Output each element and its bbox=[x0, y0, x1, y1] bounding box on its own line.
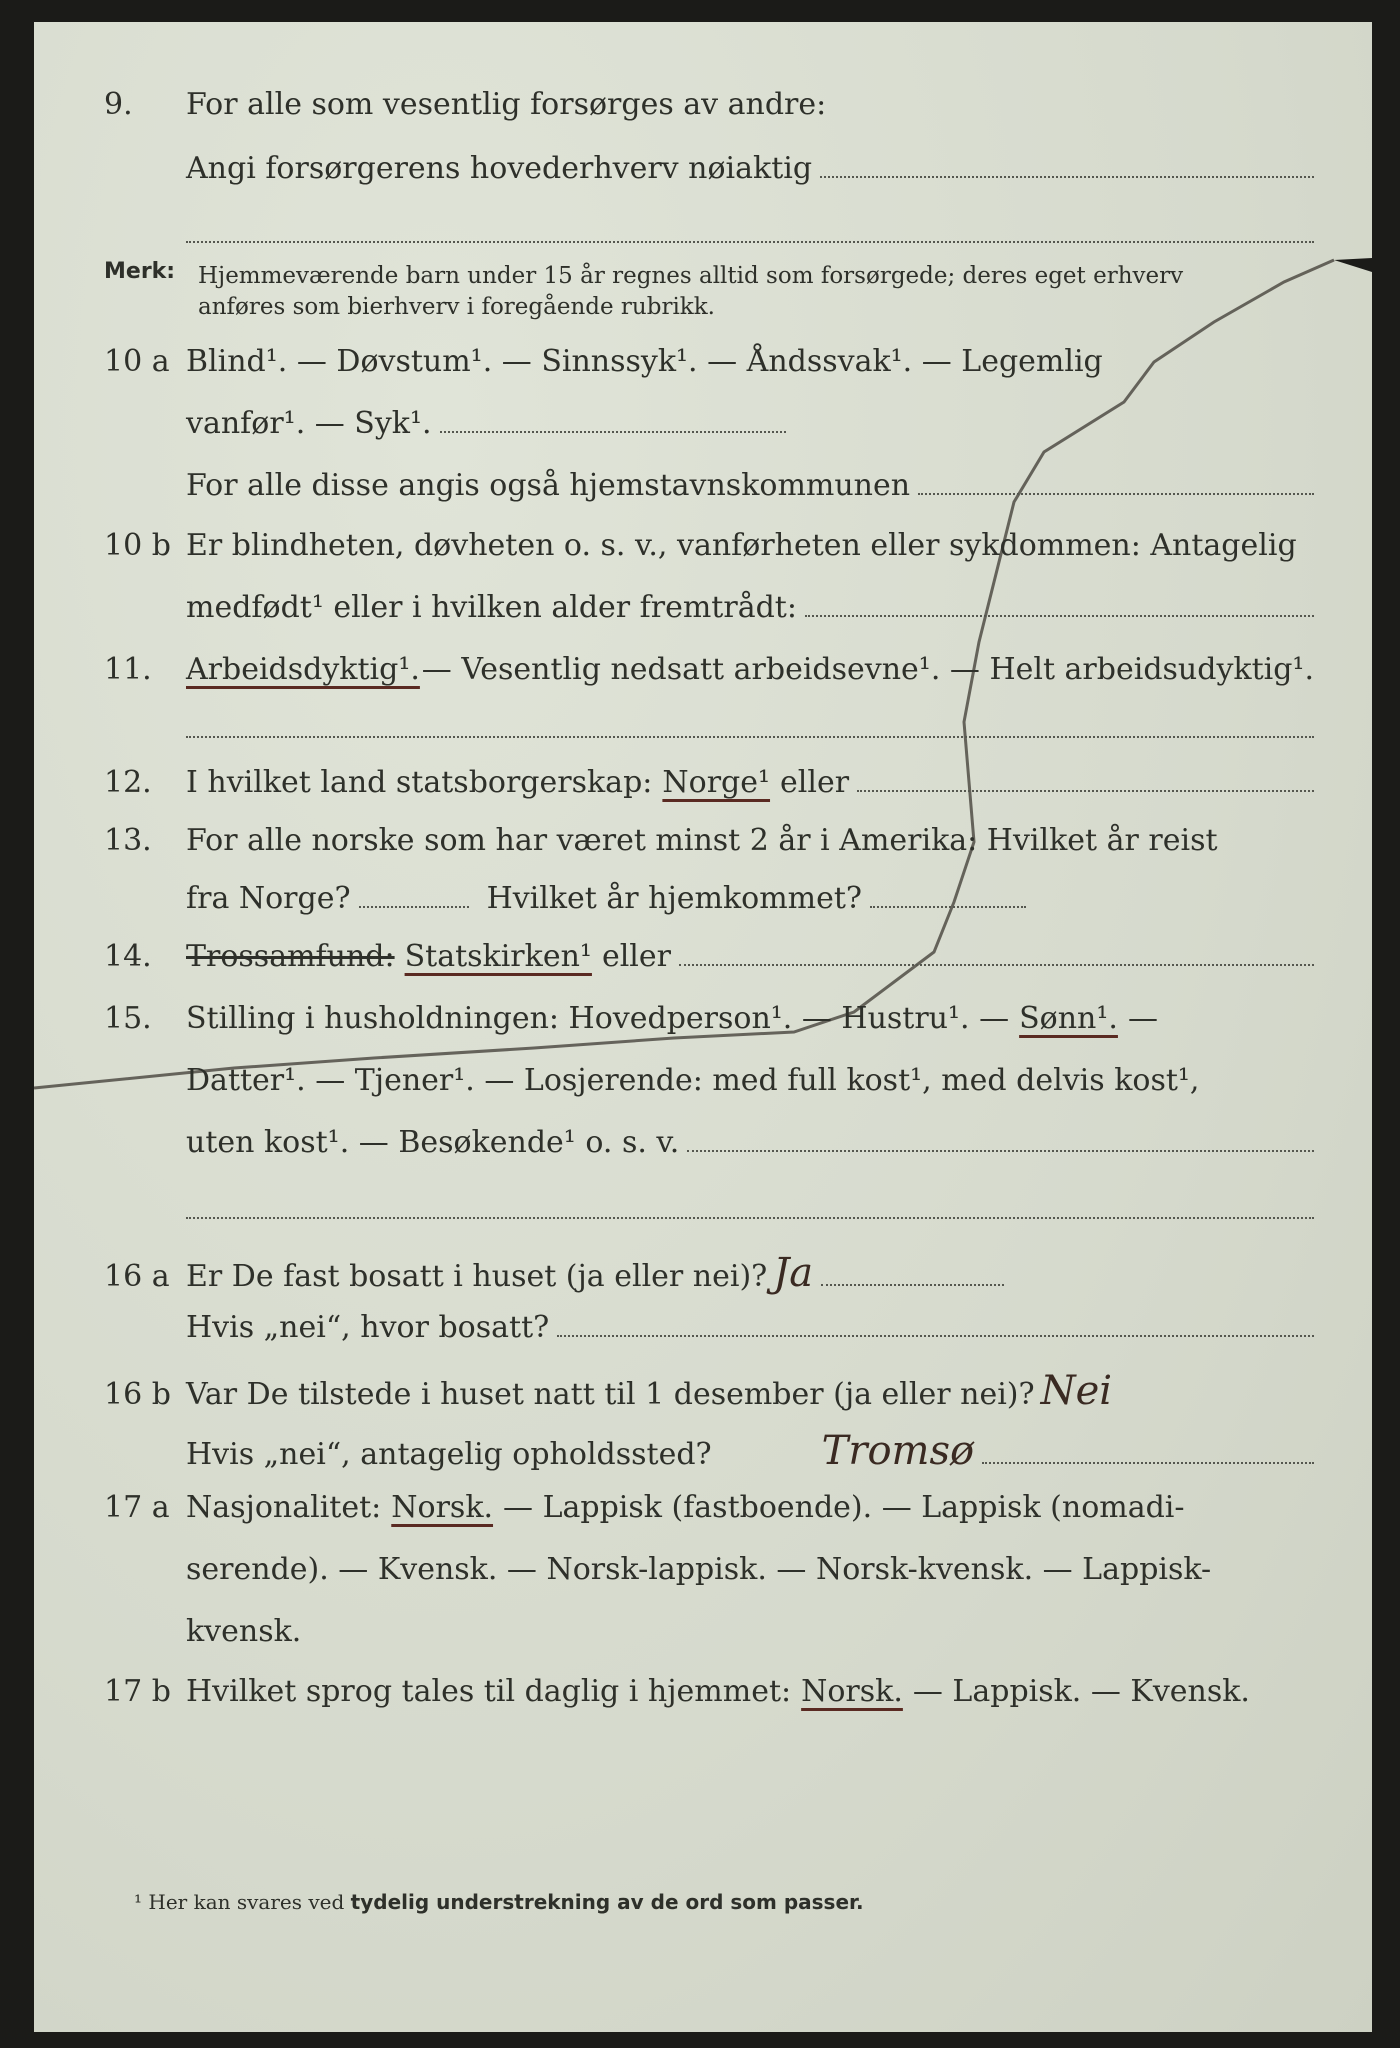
q9-question-2: Angi forsørgerens hovederhverv nøiaktig bbox=[186, 151, 813, 186]
q10a-row-2 bbox=[186, 406, 786, 449]
q15-number: 15. bbox=[104, 1001, 152, 1037]
footnote-mark: ¹ bbox=[134, 1890, 143, 1914]
q11-number: 11. bbox=[104, 652, 152, 688]
q16b-question-2: Hvis „nei“, antagelig opholdssted? bbox=[186, 1437, 712, 1473]
merk-text bbox=[198, 261, 1183, 323]
q16b-question: Var De tilstede i huset natt til 1 desember (ja eller nei)? bbox=[186, 1377, 1035, 1413]
q16a-row-1 bbox=[104, 1250, 1004, 1297]
footnote-text: Her kan svares ved bbox=[148, 1890, 345, 1914]
q15-row-3 bbox=[186, 1125, 1314, 1168]
q10a-row-1 bbox=[104, 344, 1314, 387]
footnote-bold-text: tydelig understrekning av de ord som passer. bbox=[350, 1890, 864, 1914]
q15-options-2: Datter¹. — Tjener¹. — Losjerende: med full kost¹, med delvis kost¹, bbox=[186, 1063, 1200, 1099]
census-form-page bbox=[34, 22, 1372, 2032]
q11-option-underlined[interactable]: Arbeidsdyktig¹. bbox=[186, 652, 420, 688]
q17a-question: Nasjonalitet: bbox=[186, 1490, 382, 1526]
merk-line-1: Hjemmeværende barn under 15 år regnes alltid som forsørgede; deres eget erhverv bbox=[198, 263, 1184, 289]
q13-returned-label: Hvilket år hjemkommet? bbox=[486, 881, 863, 917]
q16b-number: 16 b bbox=[104, 1377, 171, 1413]
q14-row bbox=[104, 939, 1314, 982]
q10a-options: Blind¹. — Døvstum¹. — Sinnssyk¹. — Åndssvak¹. — Legemlig bbox=[186, 344, 1103, 380]
q11-other-options: — Vesentlig nedsatt arbeidsevne¹. — Helt arbeidsudyktig¹. bbox=[421, 652, 1314, 688]
q15-row-1 bbox=[104, 1001, 1314, 1044]
q9-row-2 bbox=[186, 151, 1314, 190]
q17a-row-1 bbox=[104, 1490, 1314, 1533]
q9-question: For alle som vesentlig forsørges av andre: bbox=[186, 87, 827, 122]
q17a-row-3 bbox=[186, 1614, 1314, 1657]
q15-options-3: uten kost¹. — Besøkende¹ o. s. v. bbox=[186, 1125, 680, 1161]
q9-answer-line-2[interactable] bbox=[186, 240, 1314, 243]
q16b-handwritten-answer[interactable]: Nei bbox=[1040, 1368, 1113, 1415]
q10a-row-3 bbox=[186, 468, 1314, 511]
q16a-number: 16 a bbox=[104, 1259, 170, 1295]
q13-left-label: fra Norge? bbox=[186, 881, 351, 917]
q9-number: 9. bbox=[104, 87, 133, 122]
q14-suffix: eller bbox=[601, 939, 671, 975]
q16b-handwritten-location[interactable]: Tromsø bbox=[821, 1428, 975, 1475]
q16b-row-1 bbox=[104, 1368, 1314, 1415]
q14-option-underlined[interactable]: Statskirken¹ bbox=[404, 939, 592, 975]
q12-question: I hvilket land statsborgerskap: bbox=[186, 765, 653, 801]
q10a-options-2: vanfør¹. — Syk¹. bbox=[186, 406, 432, 442]
q14-question: Trossamfund: bbox=[186, 939, 395, 975]
q17b-number: 17 b bbox=[104, 1674, 171, 1710]
q10a-answer-line[interactable] bbox=[440, 430, 786, 433]
q15-row-2 bbox=[186, 1063, 1314, 1106]
q12-suffix: eller bbox=[780, 765, 850, 801]
q10a-hometown: For alle disse angis også hjemstavnskommunen bbox=[186, 468, 911, 504]
q16a-row-2 bbox=[186, 1310, 1314, 1353]
q15-answer-line[interactable] bbox=[687, 1149, 1314, 1152]
q17b-options: — Lappisk. — Kvensk. bbox=[912, 1674, 1250, 1710]
q13-row-1 bbox=[104, 823, 1314, 866]
q16a-answer-line[interactable] bbox=[821, 1283, 1004, 1286]
form-body bbox=[104, 87, 1314, 1717]
q10b-question-2: medfødt¹ eller i hvilken alder fremtrådt: bbox=[186, 590, 797, 626]
q17a-options: — Lappisk (fastboende). — Lappisk (nomadi- bbox=[503, 1490, 1185, 1526]
q10b-number: 10 b bbox=[104, 528, 171, 564]
q17b-question: Hvilket sprog tales til daglig i hjemmet: bbox=[186, 1674, 792, 1710]
q16a-handwritten-answer[interactable]: Ja bbox=[773, 1250, 814, 1297]
q11-row bbox=[104, 652, 1314, 695]
q12-number: 12. bbox=[104, 765, 152, 801]
q10b-row-2 bbox=[186, 590, 1314, 633]
q17a-number: 17 a bbox=[104, 1490, 170, 1526]
q15-question: Stilling i husholdningen: Hovedperson¹. — Hustru¹. — bbox=[186, 1001, 1010, 1037]
q13-number: 13. bbox=[104, 823, 152, 859]
q12-option-underlined[interactable]: Norge¹ bbox=[662, 765, 771, 801]
q11-answer-line[interactable] bbox=[186, 735, 1314, 738]
q15-option-underlined[interactable]: Sønn¹. bbox=[1019, 1001, 1118, 1037]
q17b-option-underlined[interactable]: Norsk. bbox=[801, 1674, 903, 1710]
q14-number: 14. bbox=[104, 939, 152, 975]
q13-left-line[interactable] bbox=[359, 905, 469, 908]
q16b-location-line[interactable] bbox=[982, 1461, 1314, 1464]
q17a-row-2 bbox=[186, 1552, 1314, 1595]
q13-row-2 bbox=[186, 881, 1026, 924]
q17a-options-2: serende). — Kvensk. — Norsk-lappisk. — Norsk-kvensk. — Lappisk- bbox=[186, 1552, 1212, 1588]
q17a-options-3: kvensk. bbox=[186, 1614, 302, 1650]
q10a-hometown-line[interactable] bbox=[918, 492, 1314, 495]
q13-returned-line[interactable] bbox=[870, 905, 1026, 908]
q17b-row bbox=[104, 1674, 1314, 1717]
merk-line-2: anføres som bierhverv i foregående rubrikk. bbox=[198, 294, 715, 321]
q13-question: For alle norske som har været minst 2 år i Amerika: Hvilket år reist bbox=[186, 823, 1218, 859]
q17a-option-underlined[interactable]: Norsk. bbox=[391, 1490, 494, 1526]
footnote bbox=[134, 1890, 864, 1914]
q16a-question-2: Hvis „nei“, hvor bosatt? bbox=[186, 1310, 550, 1346]
q16a-question: Er De fast bosatt i huset (ja eller nei)? bbox=[186, 1259, 768, 1295]
q10a-number: 10 a bbox=[104, 344, 170, 380]
q10b-row-1 bbox=[104, 528, 1314, 571]
merk-label: Merk: bbox=[104, 259, 176, 284]
q15-dash: — bbox=[1127, 1001, 1158, 1037]
merk-note bbox=[104, 261, 1314, 323]
q16b-row-2 bbox=[186, 1428, 1314, 1475]
q10b-question: Er blindheten, døvheten o. s. v., vanførheten eller sykdommen: Antagelig bbox=[186, 528, 1297, 564]
q10b-answer-line[interactable] bbox=[805, 614, 1314, 617]
q9-row-1 bbox=[104, 87, 1314, 130]
q12-row bbox=[104, 765, 1314, 808]
q12-answer-line[interactable] bbox=[857, 789, 1314, 792]
q16a-residence-line[interactable] bbox=[557, 1334, 1314, 1337]
q14-answer-line[interactable] bbox=[679, 963, 1314, 966]
q15-answer-line-2[interactable] bbox=[186, 1216, 1314, 1219]
q9-answer-line[interactable] bbox=[820, 175, 1314, 178]
